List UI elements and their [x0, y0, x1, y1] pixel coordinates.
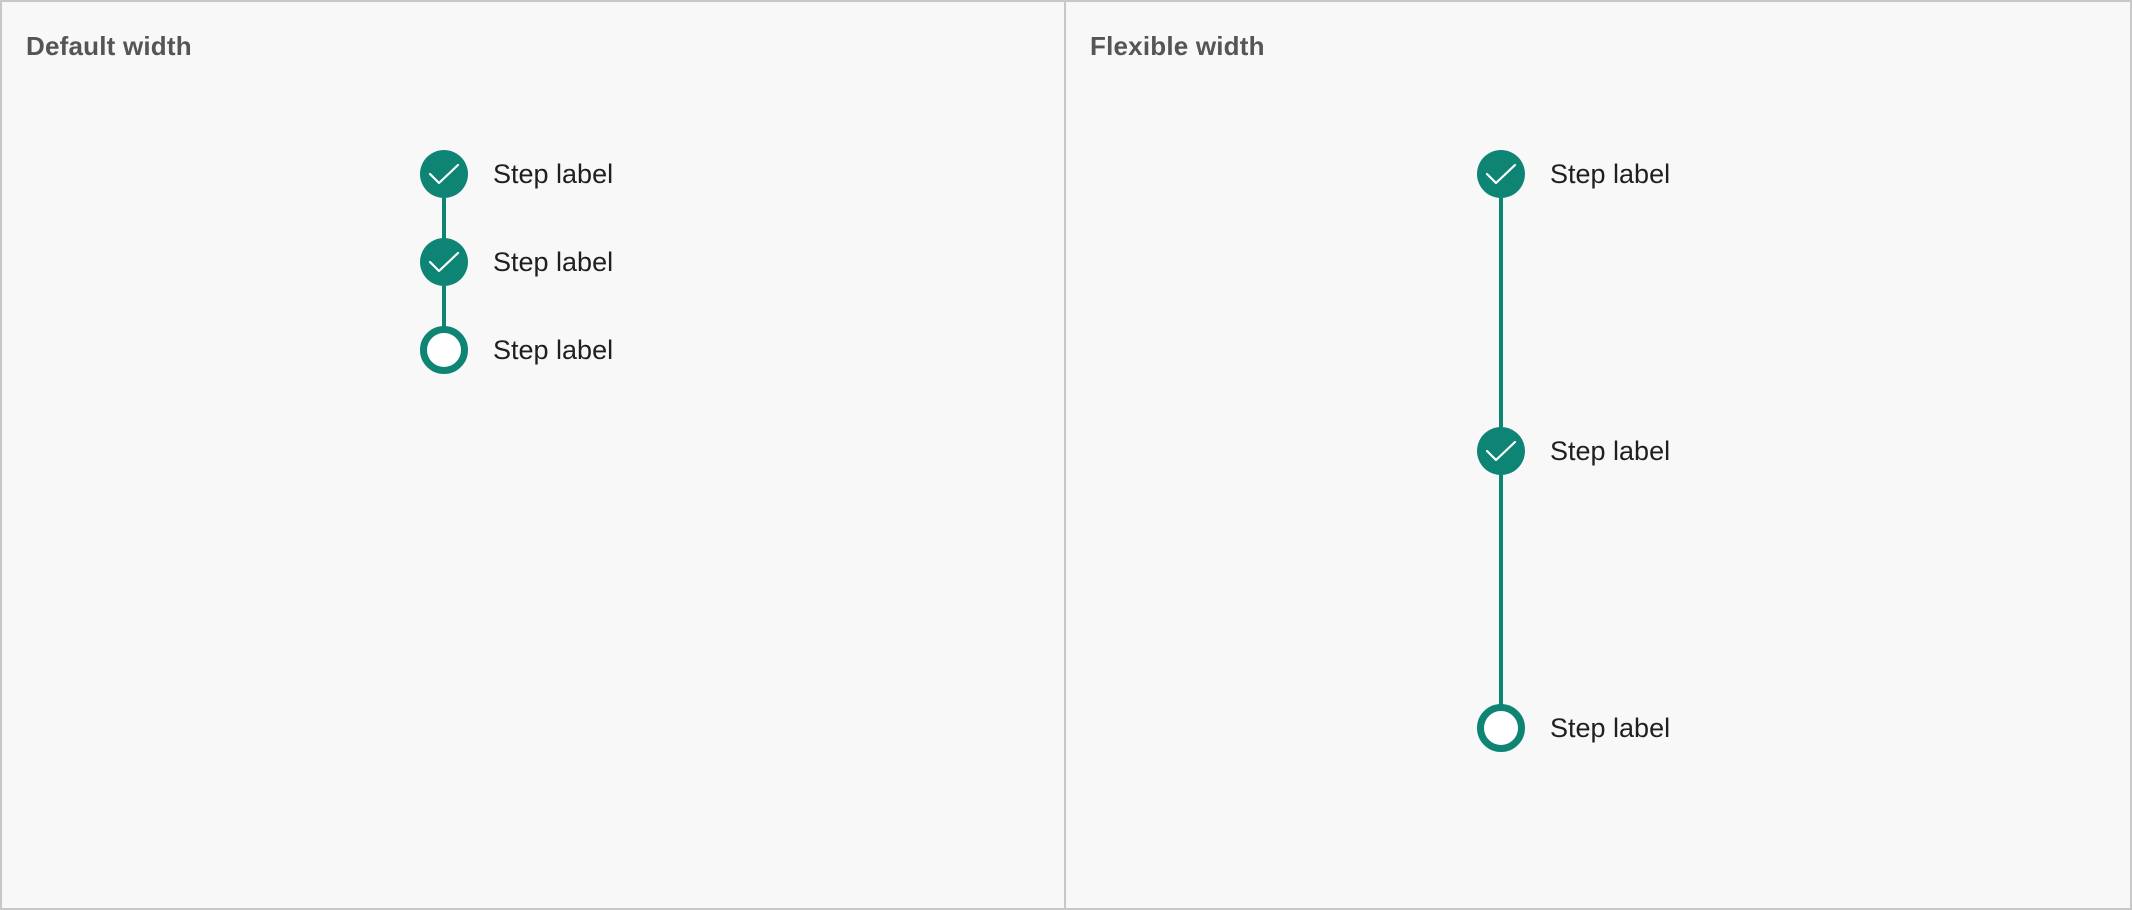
- step-item-1[interactable]: [1477, 150, 1670, 198]
- checkmark-icon: [1477, 427, 1525, 475]
- step-connector: [1499, 198, 1503, 427]
- step-label: Step label: [493, 246, 614, 277]
- step-connector: [442, 286, 446, 327]
- panel-title: Flexible width: [1090, 31, 1265, 61]
- step-item-2[interactable]: [1477, 427, 1670, 475]
- checkmark-icon: [420, 238, 468, 286]
- empty-circle-icon: [1477, 704, 1525, 752]
- empty-circle-icon: [420, 326, 468, 374]
- step-label: Step label: [1550, 158, 1671, 189]
- checkmark-icon: [420, 150, 468, 198]
- step-label: Step label: [1550, 435, 1671, 466]
- step-item-3[interactable]: [420, 326, 613, 374]
- step-item-1[interactable]: [420, 150, 613, 198]
- panel-title: Default width: [26, 31, 192, 61]
- step-connector: [442, 198, 446, 239]
- flexible-width-panel: [1066, 2, 2132, 908]
- step-label: Step label: [493, 158, 614, 189]
- step-item-2[interactable]: [420, 238, 613, 286]
- default-width-panel: [2, 2, 1066, 908]
- checkmark-icon: [1477, 150, 1525, 198]
- step-label: Step label: [493, 334, 614, 365]
- step-label: Step label: [1550, 712, 1671, 743]
- step-item-3[interactable]: [1477, 704, 1670, 752]
- step-connector: [1499, 475, 1503, 705]
